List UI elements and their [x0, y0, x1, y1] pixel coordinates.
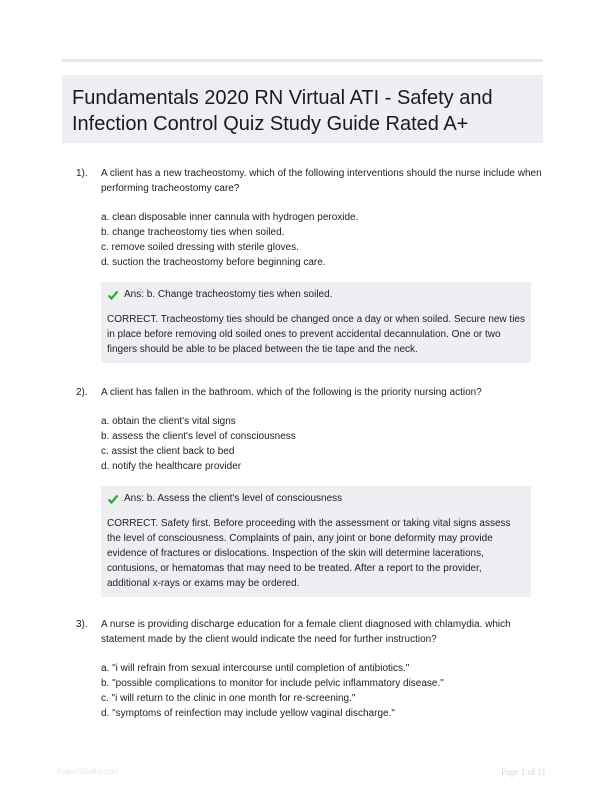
option-c: c. "i will return to the clinic in one month for re-screening.": [101, 693, 356, 704]
question-1: [62, 166, 543, 363]
answer-line: [107, 491, 525, 506]
options-list: [101, 414, 543, 474]
question-text: A client has a new tracheostomy. which of the following interventions should the nurse include when performing tracheostomy care?: [101, 168, 542, 194]
option-c: c. remove soiled dressing with sterile gloves.: [101, 242, 299, 253]
check-icon: [107, 493, 119, 505]
option-a: a. obtain the client's vital signs: [101, 416, 236, 427]
question-text: A nurse is providing discharge education for a female client diagnosed with chlamydia. which statement made by the client would indicate the need for further instruction?: [101, 619, 511, 645]
top-divider: [62, 59, 543, 62]
option-b: b. change tracheostomy ties when soiled.: [101, 227, 285, 238]
options-list: [101, 661, 543, 721]
answer-line: [107, 287, 525, 302]
explanation-text: CORRECT. Tracheostomy ties should be changed once a day or when soiled. Secure new ties in place before removing old soiled ones to prevent accidental decannulation. One or two fingers should be able to be placed between the tie tape and the neck.: [107, 314, 525, 355]
option-a: a. clean disposable inner cannula with hydrogen peroxide.: [101, 212, 359, 223]
question-number: 1).: [76, 168, 88, 179]
question-number: 2).: [76, 387, 88, 398]
answer-box: [101, 282, 531, 363]
check-icon: [107, 289, 119, 301]
question-text: A client has fallen in the bathroom. which of the following is the priority nursing action?: [101, 387, 482, 398]
question-2: [62, 385, 543, 597]
page-number: Page 1 of 11: [501, 767, 546, 777]
answer-text: Ans: b. Assess the client's level of consciousness: [124, 493, 343, 504]
option-b: b. assess the client's level of consciousness: [101, 431, 296, 442]
answer-box: [101, 486, 531, 597]
options-list: [101, 210, 543, 270]
option-c: c. assist the client back to bed: [101, 446, 235, 457]
option-a: a. "i will refrain from sexual intercourse until completion of antibiotics.": [101, 663, 410, 674]
explanation-text: CORRECT. Safety first. Before proceeding with the assessment or taking vital signs assess the level of consciousness. Complaints of pain, any joint or bone deformity may provide evidence of fractures or dislocations. Inspection of the skin will determine lacerations, contusions, or hematomas that may need to be treated. After a report to the provider, additional x-rays or exams may be ordered.: [107, 518, 511, 589]
watermark: PaperStudio.com: [57, 767, 119, 776]
option-d: d. suction the tracheostomy before beginning care.: [101, 257, 326, 268]
page-title: Fundamentals 2020 RN Virtual ATI - Safety and Infection Control Quiz Study Guide Rated A+: [72, 87, 493, 135]
option-b: b. "possible complications to monitor for include pelvic inflammatory disease.": [101, 678, 444, 689]
option-d: d. "symptoms of reinfection may include yellow vaginal discharge.": [101, 708, 395, 719]
title-banner: [62, 75, 543, 143]
question-number: 3).: [76, 619, 88, 630]
question-3: [62, 617, 543, 721]
answer-text: Ans: b. Change tracheostomy ties when soiled.: [124, 289, 333, 300]
option-d: d. notify the healthcare provider: [101, 461, 242, 472]
